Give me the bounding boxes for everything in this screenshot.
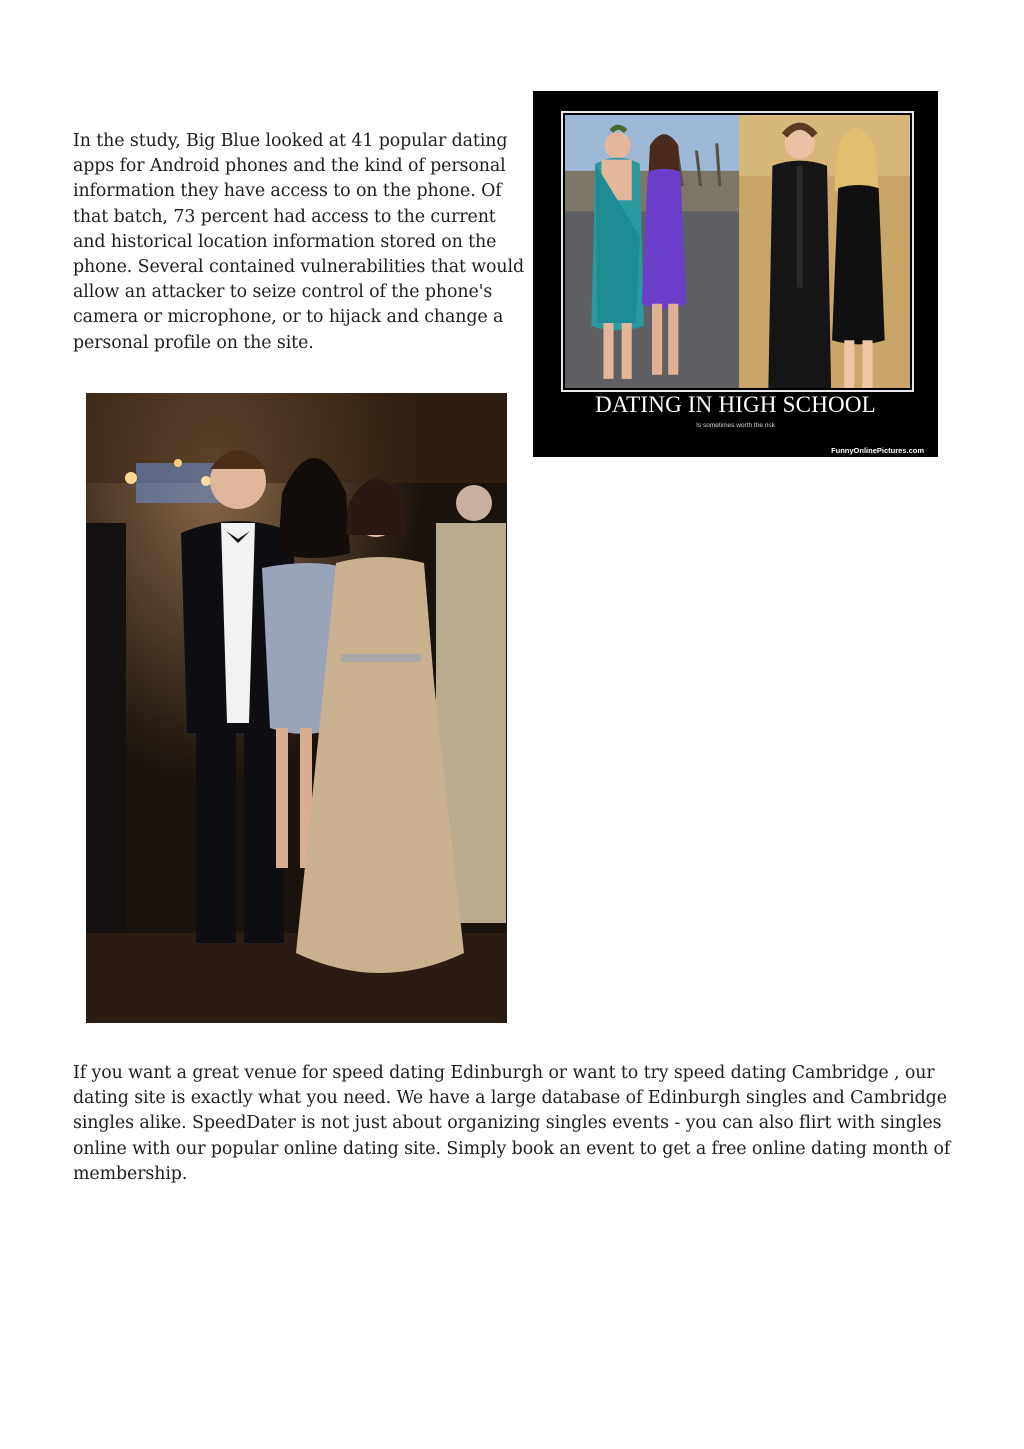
poster-subtitle: Is sometimes worth the risk xyxy=(696,422,775,429)
dating-poster-image xyxy=(533,91,938,457)
article-paragraph-1: In the study, Big Blue looked at 41 popular dating apps for Android phones and the kind of personal information they have access to on the phone. Of that batch, 73 percent had access to the current and historical location information stored on the phone. Several contained vulnerabilities that would allow an attacker to seize control of the phone's camera or microphone, or to hijack and change a personal profile on the site. xyxy=(73,131,525,353)
event-photo-scene xyxy=(86,393,507,1023)
poster-photo xyxy=(565,115,910,388)
poster-title: DATING IN HIGH SCHOOL xyxy=(595,392,876,417)
article-paragraph-2: If you want a great venue for speed dating Edinburgh or want to try speed dating Cambridge , our dating site is exactly what you need. We have a large database of Edinburgh singles and Cambridge singles alike. SpeedDater is not just about organizing singles events - you can also flirt with singles online with our popular online dating site. Simply book an event to get a free online dating month of membership. xyxy=(73,1063,951,1184)
poster-credit: FunnyOnlinePictures.com xyxy=(831,446,924,455)
poster-photo-frame xyxy=(561,111,914,392)
event-photo xyxy=(86,393,507,1023)
